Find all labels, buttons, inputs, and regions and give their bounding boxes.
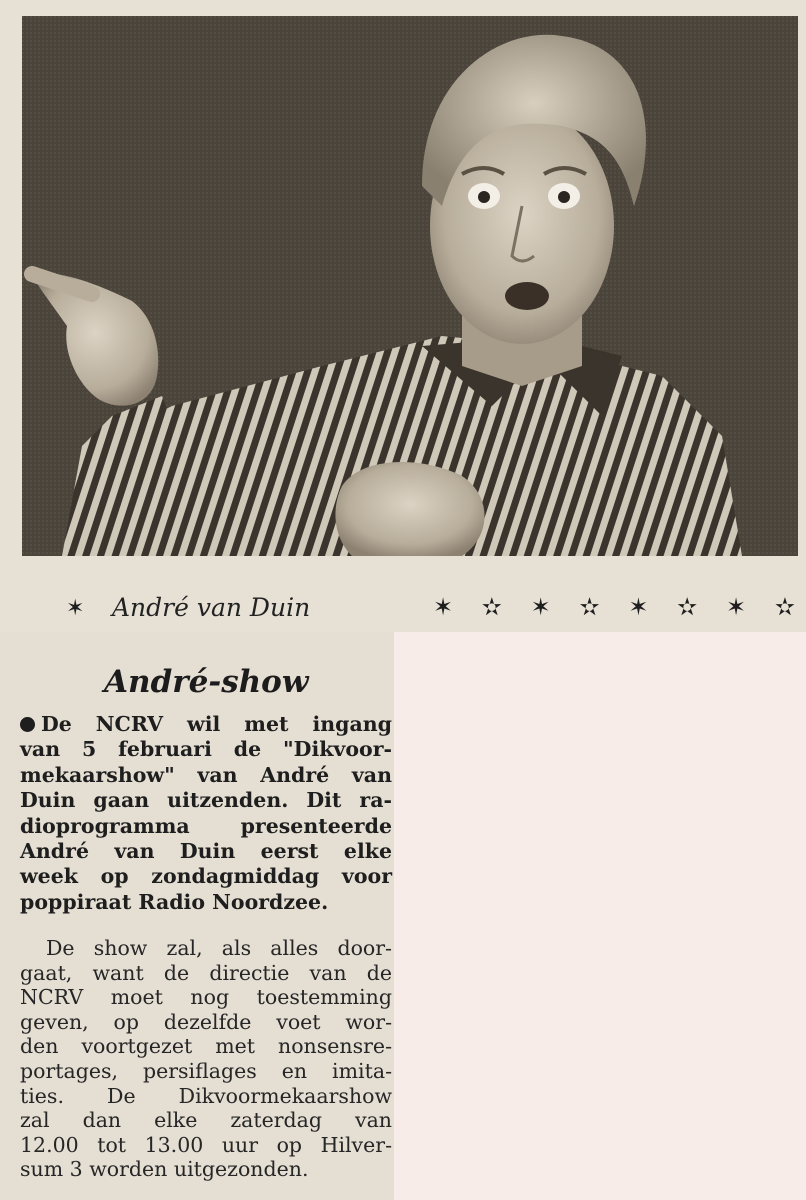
- lead-line: dioprogramma presenteerde: [20, 813, 392, 838]
- body-line: NCRV moet nog toestemming: [20, 985, 392, 1010]
- article-body: [20, 936, 392, 1182]
- body-line: sum 3 worden uitgezonden.: [20, 1157, 309, 1182]
- star-outline-icon: ✫: [774, 593, 795, 621]
- lead-line: van 5 februari de "Dikvoor-: [20, 737, 392, 762]
- body-line: De show zal, als alles door-: [46, 936, 392, 960]
- body-line: geven, op dezelfde voet wor-: [20, 1009, 392, 1034]
- body-line: den voortgezet met nonsensre-: [20, 1034, 392, 1059]
- article-lead: [20, 712, 392, 915]
- star-icon: ✶: [432, 593, 454, 621]
- lead-line: poppiraat Radio Noordzee.: [20, 889, 329, 914]
- star-icon: ✶: [726, 593, 747, 621]
- body-line: zal dan elke zaterdag van: [20, 1108, 392, 1133]
- lead-line: De NCRV wil met ingang: [20, 712, 392, 737]
- bullet-icon: [20, 717, 35, 732]
- lead-line: André van Duin eerst elke: [20, 839, 392, 864]
- star-icon: ✶: [530, 593, 551, 621]
- star-outline-icon: ✫: [481, 593, 502, 621]
- portrait-photo: [22, 16, 798, 556]
- photo-illustration: [22, 16, 798, 556]
- star-outline-icon: ✫: [579, 593, 600, 621]
- caption-star-icon: ✶: [66, 596, 85, 621]
- body-line: portages, persiflages en imita-: [20, 1058, 392, 1083]
- blank-background: [394, 632, 806, 1200]
- photo-caption: André van Duin: [112, 593, 311, 622]
- lead-line: week op zondagmiddag voor: [20, 864, 392, 889]
- body-line: 12.00 tot 13.00 uur op Hilver-: [20, 1132, 392, 1157]
- lead-line: mekaarshow" van André van: [20, 762, 392, 787]
- body-line: ties. De Dikvoormekaarshow: [20, 1083, 392, 1108]
- star-icon: ✶: [628, 593, 649, 621]
- star-divider: [428, 592, 800, 622]
- article-headline: André-show: [104, 664, 309, 700]
- body-line: gaat, want de directie van de: [20, 960, 392, 985]
- lead-line: Duin gaan uitzenden. Dit ra-: [20, 788, 392, 813]
- star-outline-icon: ✫: [677, 593, 698, 621]
